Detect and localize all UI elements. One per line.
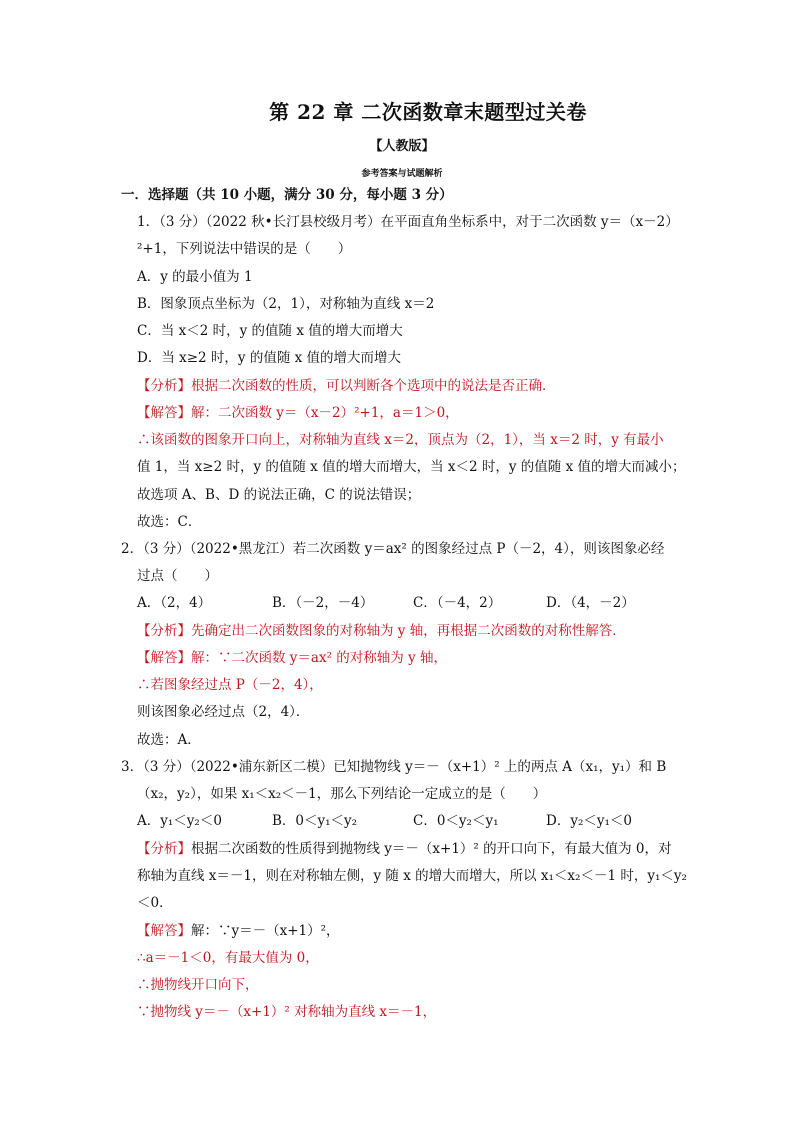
section-heading: 一．选择题（共 10 小题，满分 30 分，每小题 3 分） [121,187,453,203]
answer-tag: 【解答】 [137,650,191,666]
q3-option-a: A．y₁＜y₂＜0 [137,813,222,829]
q1-analysis [137,377,556,395]
answer-text: 解：∵y＝－（x+1）²， [191,923,340,939]
analysis-text: 根据二次函数的性质得到抛物线 y＝－（x+1）² 的开口向下，有最大值为 0，对 [191,841,672,857]
q2-option-c: C．（－4，2） [413,595,502,611]
q2-stem-line2: 过点（ ） [137,568,218,584]
answer-text: 解：∵二次函数 y＝ax² 的对称轴为 y 轴， [191,650,447,666]
q2-option-d: D．（4，－2） [546,595,635,611]
q3-analysis-line2: 称轴为直线 x＝－1，则在对称轴左侧，y 随 x 的增大而增大，所以 x₁＜x₂＜－1 时，y₁＜y₂ [137,868,687,884]
q2-option-b: B．（－2，－4） [272,595,374,611]
q1-option-b: B．图象顶点坐标为（2，1），对称轴为直线 x＝2 [137,296,435,312]
q2-stem-line1: 2．（3 分）（2022•黑龙江）若二次函数 y＝ax² 的图象经过点 P（－2，4），则该图象必经 [121,541,665,557]
analysis-tag: 【分析】 [137,841,191,857]
analysis-text: 先确定出二次函数图象的对称轴为 y 轴，再根据二次函数的对称性解答． [191,623,626,639]
q3-answer-line1 [137,922,340,940]
q2-option-a: A．（2，4） [137,595,212,611]
q1-option-c: C．当 x＜2 时，y 的值随 x 值的增大而增大 [137,323,403,339]
q3-answer-line2: ∴a＝－1＜0，有最大值为 0， [137,950,319,966]
q1-answer-line3: 值 1，当 x≥2 时，y 的值随 x 值的增大而增大，当 x＜2 时，y 的值随 x 值的增大而减小； [137,459,686,475]
q1-stem-line1: 1．（3 分）（2022 秋•长汀县校级月考）在平面直角坐标系中，对于二次函数 y＝（x－2） [137,214,679,230]
q3-option-d: D．y₂＜y₁＜0 [546,813,632,829]
q3-answer-line3: ∴抛物线开口向下， [137,977,259,993]
q2-answer-line2: ∴若图象经过点 P（－2，4）， [137,677,323,693]
q3-option-b: B．0＜y₁＜y₂ [272,813,358,829]
answer-text: 解：二次函数 y＝（x－2）²+1，a＝1＞0， [191,405,459,421]
analysis-tag: 【分析】 [137,623,191,639]
q1-choice: 故选：C． [137,514,202,530]
q3-option-c: C．0＜y₂＜y₁ [413,813,499,829]
q3-stem-line1: 3．（3 分）（2022•浦东新区二模）已知抛物线 y＝－（x+1）² 上的两点 A（x₁，y₁）和 B [121,759,667,775]
q3-answer-line4: ∵抛物线 y＝－（x+1）² 对称轴为直线 x＝－1， [137,1004,437,1020]
page-title: 第 22 章 二次函数章末题型过关卷 [269,100,587,124]
answer-caption: 参考答案与试题解析 [361,169,443,179]
q1-stem-line2: ²+1，下列说法中错误的是（ ） [137,241,352,257]
q1-option-d: D．当 x≥2 时，y 的值随 x 值的增大而增大 [137,350,402,366]
q2-choice: 故选：A． [137,732,201,748]
answer-tag: 【解答】 [137,405,191,421]
q2-analysis [137,622,626,640]
q3-analysis-line3: ＜0． [137,895,173,911]
q1-answer-line2: ∴该函数的图象开口向上，对称轴为直线 x＝2，顶点为（2，1），当 x＝2 时，y 有最小 [137,432,664,448]
q1-option-a: A．y 的最小值为 1 [137,269,253,285]
q2-answer-line3: 则该图象必经过点（2，4）． [137,704,310,720]
q2-answer-line1 [137,649,447,667]
q1-answer-line4: 故选项 A、B、D 的说法正确，C 的说法错误； [137,487,421,503]
q3-analysis-line1 [137,840,672,858]
analysis-text: 根据二次函数的性质，可以判断各个选项中的说法是否正确． [191,378,556,394]
answer-tag: 【解答】 [137,923,191,939]
edition-label: 【人教版】 [369,139,435,154]
q1-answer-line1 [137,404,459,422]
q3-stem-line2: （x₂，y₂），如果 x₁＜x₂＜－1，那么下列结论一定成立的是（ ） [137,786,547,802]
analysis-tag: 【分析】 [137,378,191,394]
